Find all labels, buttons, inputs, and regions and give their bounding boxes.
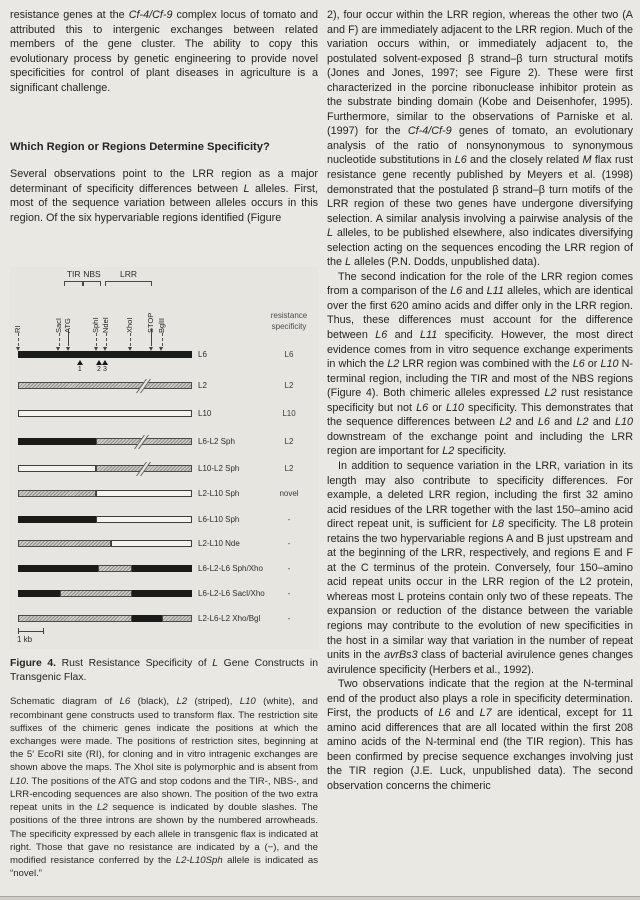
construct-label: L6-L2-L6 Sph/Xho [198,564,263,574]
specificity-value: - [287,515,291,525]
gene-segment-black [18,516,96,523]
gene-segment-striped [18,382,192,389]
intron-number: 1 [77,366,82,374]
paragraph: Several observations point to the LRR region as a major determinant of specificity differences between L alleles. First, most of the sequence variation between alleles occurs in this region. Of the six hypervariable regions identified (Figure [10,168,318,224]
site-line-atg [68,329,69,346]
site-line-sphi [96,333,97,346]
region-label-tir: TIR [66,269,81,280]
specificity-value: - [287,539,291,549]
scale-bar-line [18,631,43,632]
gene-segment-black [18,590,60,597]
site-label-bglii: BglII [156,318,166,334]
intron-arrowhead-icon [96,360,102,365]
gene-segment-striped [18,540,111,547]
intron-number: 3 [103,366,107,374]
gene-segment-black [132,565,192,572]
paragraph: 2), four occur within the LRR region, whereas the other two (A and F) are immediately adjacent to the LRR region. Much of the variation occurs within, or immediately adjacent to, the postulated solvent-exposed β strand–β turn structural motifs (Jones and Jones, 1997; see Figure 2). These were first characterized in the porcine ribonuclease inhibitor protein as the substrate binding domain (Kobe and Deisenhofer, 1995). Furthermore, similar to the observations of Parniske et al. (1997) for the Cf-4/Cf-9 genes of tomato, an evolutionary analysis of the ratio of nonsynonymous to synonymous nucleotide substitutions in L6 and the closely related M flax rust resistance gene recently published by Meyers et al. (1998) demonstrated that the postulated β strand–β turn motifs of the LRR region of these two genes have undergone diversifying selection. A similar analysis involving a pairwise analysis of the L alleles, to be published elsewhere, also indicates diversifying selection acting on the sequences encoding the LRR region of the L alleles (P.N. Dodds, unpublished data). [327,9,633,269]
paragraph: resistance genes at the Cf-4/Cf-9 complex locus of tomato and attributed this to intergenic exchanges between related members of the gene cluster. The ability to copy this evolutionary process by genetic engineering to provide novel specificities for control of plant diseases in agriculture is a significant challenge. [10,9,319,94]
figure-4-diagram [10,267,318,649]
gene-segment-striped [18,490,96,497]
construct-label: L6-L2 Sph [198,437,235,447]
gene-segment-black [18,565,98,572]
specificity-column-header: resistance [270,311,308,321]
site-label-ri: RI [13,325,22,334]
gene-segment-striped [162,615,192,622]
site-label-xhoi: XhoI [125,318,135,334]
site-arrow-icon-xhoi [128,347,132,351]
site-line-ndei [106,333,107,346]
gene-segment-striped [98,565,132,572]
site-label-atg: ATG [63,318,73,334]
specificity-value: L2 [284,381,294,391]
paragraph: In addition to sequence variation in the LRR, variation in its length may also contribute to specificity differences. For example, a deleted LRR region, including the first 32 amino acid residues of the LRR together with the last 150–amino acid direct repeat unit, is sufficient for L8 specificity. The L8 protein retains the two hypervariable regions A and B just upstream and at the beginning of the LRR, respectively, and regions E and F at the C terminus of the protein. Conversely, four 150–amino acid repeat units occur in the LRR region of the L2 protein, whereas most L proteins contain only two of these repeats. The expansion or reduction of the distance between the variable regions may contribute to the evolution of new specificities in the host in a similar way that variation in the number of repeat units in the avrBs3 class of bacterial avirulence genes changes avirulence specificity (Herbers et al., 1992). [327,459,633,676]
specificity-value: L2 [284,464,294,474]
site-arrow-icon-stop [149,347,153,351]
left-column [10,8,318,880]
site-arrow-icon-ri [16,347,20,351]
specificity-value: - [287,564,291,574]
gene-segment-white [18,410,192,417]
site-line-saci [59,333,60,346]
gene-segment-white [111,540,192,547]
site-label-saci: SacI [53,318,63,334]
site-label-sphi: SphI [91,318,101,334]
intron-arrowhead-icon [102,360,108,365]
scale-bar-tick [18,628,19,634]
construct-label: L2-L6-L2 Xho/Bgl [198,614,261,624]
intron-number: 2 [96,366,101,374]
construct-label: L10-L2 Sph [198,464,240,474]
specificity-column-header: specificity [271,322,307,332]
scale-bar-tick [43,628,44,634]
gene-segment-white [96,516,192,523]
construct-label: L2-L10 Sph [198,489,240,499]
region-bracket-tir [64,281,83,286]
site-line-xhoi [130,333,131,346]
site-arrow-icon-bglii [159,347,163,351]
construct-label: L10 [198,409,212,419]
specificity-value: L10 [282,409,296,419]
intron-arrowhead-icon [77,360,83,365]
specificity-value: L6 [284,350,294,360]
paragraph: The second indication for the role of the LRR region comes from a comparison of the L6 and L11 alleles, which are identical over the first 620 amino acids and differ only in the LRR region. Thus, these differences must account for the difference between L6 and L11 specificity. However, the most direct evidence comes from in vitro sequence exchange experiments in which the L2 LRR region was combined with the L6 or L10 N-terminal region, including the TIR and most of the NBS regions (Figure 4). Both chimeric alleles expressed L2 rust resistance specificity but not L6 or L10 specificity. This demonstrates that the sequence differences between L2 and L6 and L2 and L10 downstream of the exchange point and including the LRR region are important for L2 specificity. [327,270,634,458]
construct-label: L6-L2-L6 SacI/Xho [198,589,265,599]
gene-segment-white [18,465,96,472]
construct-label: L2-L10 Nde [198,539,240,549]
construct-label: L6 [198,350,207,360]
region-label-lrr: LRR [119,269,137,280]
right-column [327,8,633,794]
gene-segment-striped [60,590,132,597]
site-label-ndei: NdeI [100,317,110,334]
gene-segment-black [132,590,192,597]
gene-segment-black [132,615,162,622]
construct-label: L6-L10 Sph [198,515,240,525]
gene-segment-striped [18,615,132,622]
gene-segment-black [18,438,96,445]
site-arrow-icon-atg [66,347,70,351]
specificity-value: novel [279,489,299,499]
site-arrow-icon-ndei [103,347,107,351]
figure-legend: Schematic diagram of L6 (black), L2 (striped), L10 (white), and recombinant gene constructs used to transform flax. The restriction site suffixes of the chimeric genes indicate the positions at which the exchanges were made. The positions of restriction sites, beginning at the 5′ EcoRI site (RI), for cloning and in vitro intragenic exchanges are shown above the maps. The XhoI site is polymorphic and is absent from L10. The positions of the ATG and stop codons and the TIR-, NBS-, and LRR-encoding sequences are also shown. The position of the two extra repeat units in the L2 sequence is indicated by double slashes. The positions of the three introns are shown by the numbered arrowheads. The specificity expressed by each allele in transgenic flax is indicated at right. Those that gave no resistance are indicated by a (−), and the modified resistance conferred by the L2-L10Sph allele is indicated as “novel.” [10,696,318,880]
gene-segment-white [96,490,192,497]
site-line-stop [151,329,152,346]
figure-caption-number: Figure 4. [10,658,57,670]
region-label-nbs: NBS [83,269,101,280]
scale-bar-label: 1 kb [17,635,33,645]
construct-label: L2 [198,381,207,391]
site-line-ri [18,333,19,346]
site-arrow-icon-sphi [94,347,98,351]
site-label-stop: STOP [146,313,156,334]
region-bracket-nbs [83,281,100,286]
gene-segment-black [18,351,192,358]
figure-caption-title: Rust Resistance Specificity of L Gene Constructs in Transgenic Flax. [10,658,319,684]
figure-caption [10,657,318,685]
site-line-bglii [162,333,163,346]
specificity-value: L2 [284,437,294,447]
site-arrow-icon-saci [56,347,60,351]
paragraph: Two observations indicate that the region at the N-terminal end of the product also plays a role in specificity determination. First, the products of L6 and L7 are identical, except for 11 amino acid differences that are all located within the first 208 amino acids of the N-terminal end (the TIR region). This has been confirmed by precise sequence exchanges involving just the TIR region (J.E. Luck, unpublished data). The second observation concerns the chimeric [327,678,633,792]
section-heading: Which Region or Regions Determine Specificity? [10,141,270,154]
specificity-value: - [287,614,291,624]
specificity-value: - [287,589,291,599]
region-bracket-lrr [105,281,152,286]
